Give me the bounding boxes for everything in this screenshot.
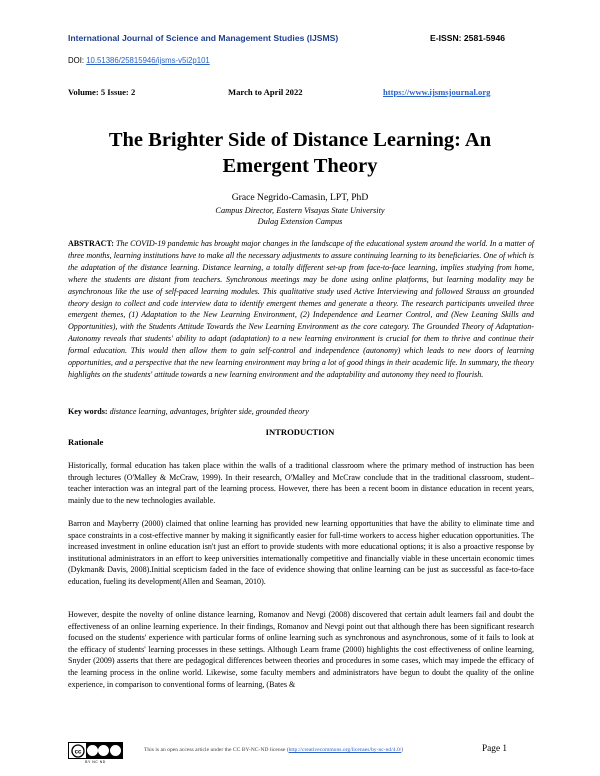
- page-number: Page 1: [482, 744, 508, 754]
- volume-issue: Volume: 5 Issue: 2: [68, 87, 136, 97]
- issn: E-ISSN: 2581-5946: [430, 33, 505, 43]
- abstract: [68, 238, 534, 381]
- author-name: Grace Negrido-Camasin, LPT, PhD: [231, 192, 369, 203]
- license-link[interactable]: http://creativecommons.org/licenses/by-nc-nd/4.0/: [288, 747, 402, 753]
- journal-url-link[interactable]: https://www.ijsmsjournal.org: [383, 87, 491, 97]
- body-paragraph-2: Barron and Mayberry (2000) claimed that online learning has provided new learning opportunities that have the ability to eliminate time and space constraints in a cost-effective manner by making it significantly easier for full-time workers to access higher education opportunities. The increased investment in online education isn't just an effort to provide students with more educational options; it is also a proactive response by institutional administrators in an effort to keep universities internationally competitive and financially viable in these uncertain economic times (Dykman& Davis, 2008).Initial scepticism faded in the face of evidence showing that online learning can be just as successful as face-to-face education, fueling its development(Allen and Seaman, 2010).: [68, 519, 534, 586]
- issue-date: March to April 2022: [228, 87, 303, 97]
- noncommercial-icon: [98, 745, 109, 756]
- doi-link[interactable]: 10.51386/25815946/ijsms-v5i2p101: [86, 56, 210, 65]
- section-heading-introduction: INTRODUCTION: [265, 427, 335, 437]
- cc-terms-icons: [86, 743, 122, 758]
- author-affiliation-1: Campus Director, Eastern Visayas State University: [215, 206, 385, 215]
- doi-label: DOI:: [68, 56, 87, 65]
- journal-name: International Journal of Science and Management Studies (IJSMS): [68, 33, 339, 43]
- doi-line: [68, 56, 210, 65]
- author-affiliation-2: Dulag Extension Campus: [257, 217, 343, 226]
- cc-badge-caption: BY NC ND: [85, 760, 106, 764]
- body-paragraph-1: Historically, formal education has taken place within the walls of a traditional classroom where the primary method of instruction has been through lectures (O'Malley & McCraw, 1999). In their research, O'Malley and McCraw conclude that in the traditional classroom, student–teacher interaction was an integral part of the learning process. However, there has been a recent boom in distance education in recent years, mainly due to the new technologies available.: [68, 461, 534, 505]
- noderivatives-icon: [110, 745, 121, 756]
- keywords: [68, 407, 534, 416]
- abstract-label: ABSTRACT:: [68, 239, 114, 248]
- cc-license-badge: [68, 742, 123, 759]
- license-notice: [144, 747, 403, 753]
- keywords-text: distance learning, advantages, brighter side, grounded theory: [109, 407, 309, 416]
- title-line-1: The Brighter Side of Distance Learning: An: [108, 129, 492, 151]
- title-line-2: Emergent Theory: [222, 155, 378, 177]
- cc-logo-icon: [69, 743, 86, 758]
- subsection-heading-rationale: Rationale: [68, 437, 104, 447]
- body-paragraph-3: However, despite the novelty of online distance learning, Romanov and Nevgi (2008) discovered that certain adult learners fail and doubt the effectiveness of an online learning experience. In their findings, Romanov and Nevgi point out that although there has been significant research focused on the students' experience with particular forms of online learning such as synchronous and asynchronous, some of it fails to look at the efficacy of students' learning processes in these settings. Although Learn frame (2000) highlights the cost effectiveness of online learning, Snyder (2009) asserts that there are pedagogical differences between theories and procedures in some cases, which may impede the efficacy of the learning process in the online world. Likewise, some faculty members and administrators have begun to doubt the quality of the online experience, in comparison to conventional forms of learning, (Bates &: [68, 610, 534, 689]
- article-title: [50, 127, 550, 179]
- svg-text:cc: cc: [74, 748, 81, 755]
- keywords-label: Key words:: [68, 407, 108, 416]
- abstract-text: The COVID-19 pandemic has brought major changes in the landscape of the educational system around the world. In a matter of three months, learning institutions have to make all the necessary adjustments to assure continuing learning to its beneficiaries. One of which is the adaptation of the distance learning. Distance learning, a totally different set-up from face-to-face learning, implies studying from home, where the students are distant from teachers. Synchronous meetings may be done using online platforms, but learning modality may be asynchronous like the use of self-paced learning modules. This qualitative study used Active Interviewing and followed Strauss an grounded theory design to collect and code interview data to identify emergent themes and generate a theory. The research participants unveiled three emergent themes, (1) Adaptation to the New Learning Environment, (2) Independence and Learner Control, and (New Leaning Skills and Opportunities), with the Students Attitude Towards the New Learning Environment as the core category. The Grounded Theory of Adaptation-Autonomy reveals that students' ability to adapt (adaptation) to a new learning environment is crucial for them to thrive and continue their formal education. This would then allow them to gain self-control and independence (autonomy) which leads to new doors of learning opportunities, and a perspective that the new learning environment may bring a lot of good things in their academic life. In summary, the theory highlights on the students' attitude towards a new learning environment and the adaptability and autonomy they need to flourish.: [68, 239, 534, 379]
- license-suffix: ): [401, 747, 404, 753]
- attribution-icon: [87, 745, 98, 756]
- license-prefix: This is an open access article under the CC BY-NC-ND license (: [144, 747, 289, 753]
